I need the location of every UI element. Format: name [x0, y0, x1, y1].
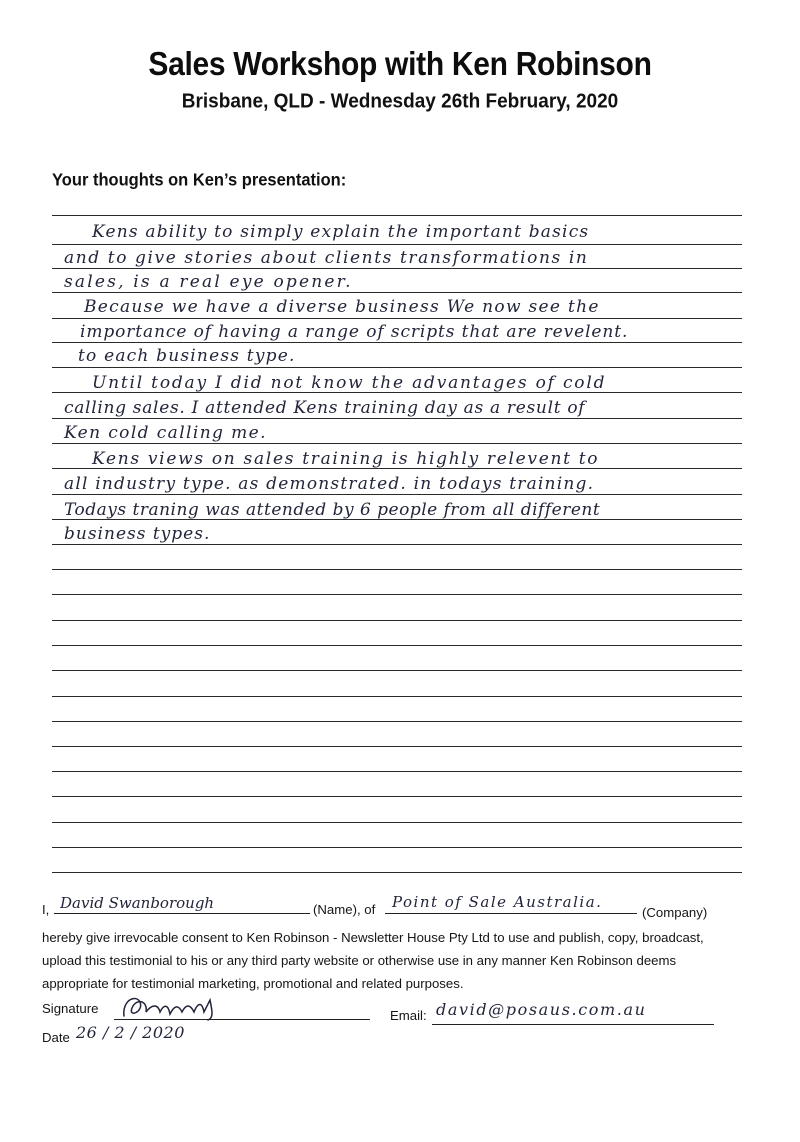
ruled-line [52, 847, 742, 848]
ruled-line [52, 215, 742, 216]
handwritten-line: business types. [64, 524, 211, 544]
handwritten-line: Because we have a diverse business We now see the [84, 297, 600, 317]
date-value: 26 / 2 / 2020 [76, 1023, 185, 1042]
signature-underline [114, 1019, 370, 1020]
ruled-line [52, 244, 742, 245]
handwritten-line: sales, is a real eye opener. [64, 272, 353, 292]
name-underline [54, 913, 310, 914]
ruled-line [52, 746, 742, 747]
handwritten-line: Ken cold calling me. [64, 423, 267, 443]
ruled-line [52, 822, 742, 823]
ruled-line [52, 318, 742, 319]
page-subtitle: Brisbane, QLD - Wednesday 26th February, 2020 [181, 90, 619, 113]
ruled-line [52, 443, 742, 444]
ruled-line [52, 494, 742, 495]
handwritten-line: Todays traning was attended by 6 people from all different [64, 500, 601, 520]
email-label: Email: [390, 1008, 427, 1023]
handwritten-line: calling sales. I attended Kens training day as a result of [64, 398, 586, 418]
handwritten-line: to each business type. [78, 346, 296, 366]
ruled-line [52, 796, 742, 797]
company-label: (Company) [642, 905, 708, 920]
ruled-line [52, 872, 742, 873]
ruled-line [52, 696, 742, 697]
ruled-line [52, 367, 742, 368]
consent-text-line: upload this testimonial to his or any third party website or otherwise use in any manner Ken Robinson deems [42, 953, 677, 968]
ruled-line [52, 670, 742, 671]
ruled-line [52, 569, 742, 570]
handwritten-line: importance of having a range of scripts that are revelent. [80, 322, 629, 342]
consent-text-line: hereby give irrevocable consent to Ken Robinson - Newsletter House Pty Ltd to use and publish, copy, broadcast, [42, 930, 704, 945]
ruled-line [52, 268, 742, 269]
handwritten-line: Until today I did not know the advantages of cold [92, 373, 607, 393]
consent-text-line: appropriate for testimonial marketing, promotional and related purposes. [42, 976, 464, 991]
name-value: David Swanborough [60, 894, 215, 912]
company-value: Point of Sale Australia. [392, 893, 603, 911]
date-label: Date [42, 1030, 70, 1045]
ruled-line [52, 721, 742, 722]
consent-prefix: I, [42, 902, 50, 917]
signature-label: Signature [42, 1001, 99, 1016]
email-underline [432, 1024, 714, 1025]
ruled-lines [52, 0, 742, 1142]
ruled-line [52, 342, 742, 343]
ruled-line [52, 620, 742, 621]
handwritten-line: Kens views on sales training is highly relevent to [92, 449, 600, 469]
handwritten-line: and to give stories about clients transformations in [64, 248, 589, 268]
email-value: david@posaus.com.au [436, 1000, 647, 1019]
ruled-line [52, 594, 742, 595]
page-title: Sales Workshop with Ken Robinson [148, 45, 652, 83]
ruled-line [52, 645, 742, 646]
handwritten-line: Kens ability to simply explain the important basics [92, 222, 590, 242]
ruled-line [52, 418, 742, 419]
name-label: (Name), of [313, 902, 376, 917]
ruled-line [52, 292, 742, 293]
ruled-line [52, 544, 742, 545]
handwritten-line: all industry type. as demonstrated. in todays training. [64, 474, 595, 494]
thoughts-prompt: Your thoughts on Ken’s presentation: [52, 170, 347, 190]
ruled-line [52, 771, 742, 772]
company-underline [385, 913, 637, 914]
